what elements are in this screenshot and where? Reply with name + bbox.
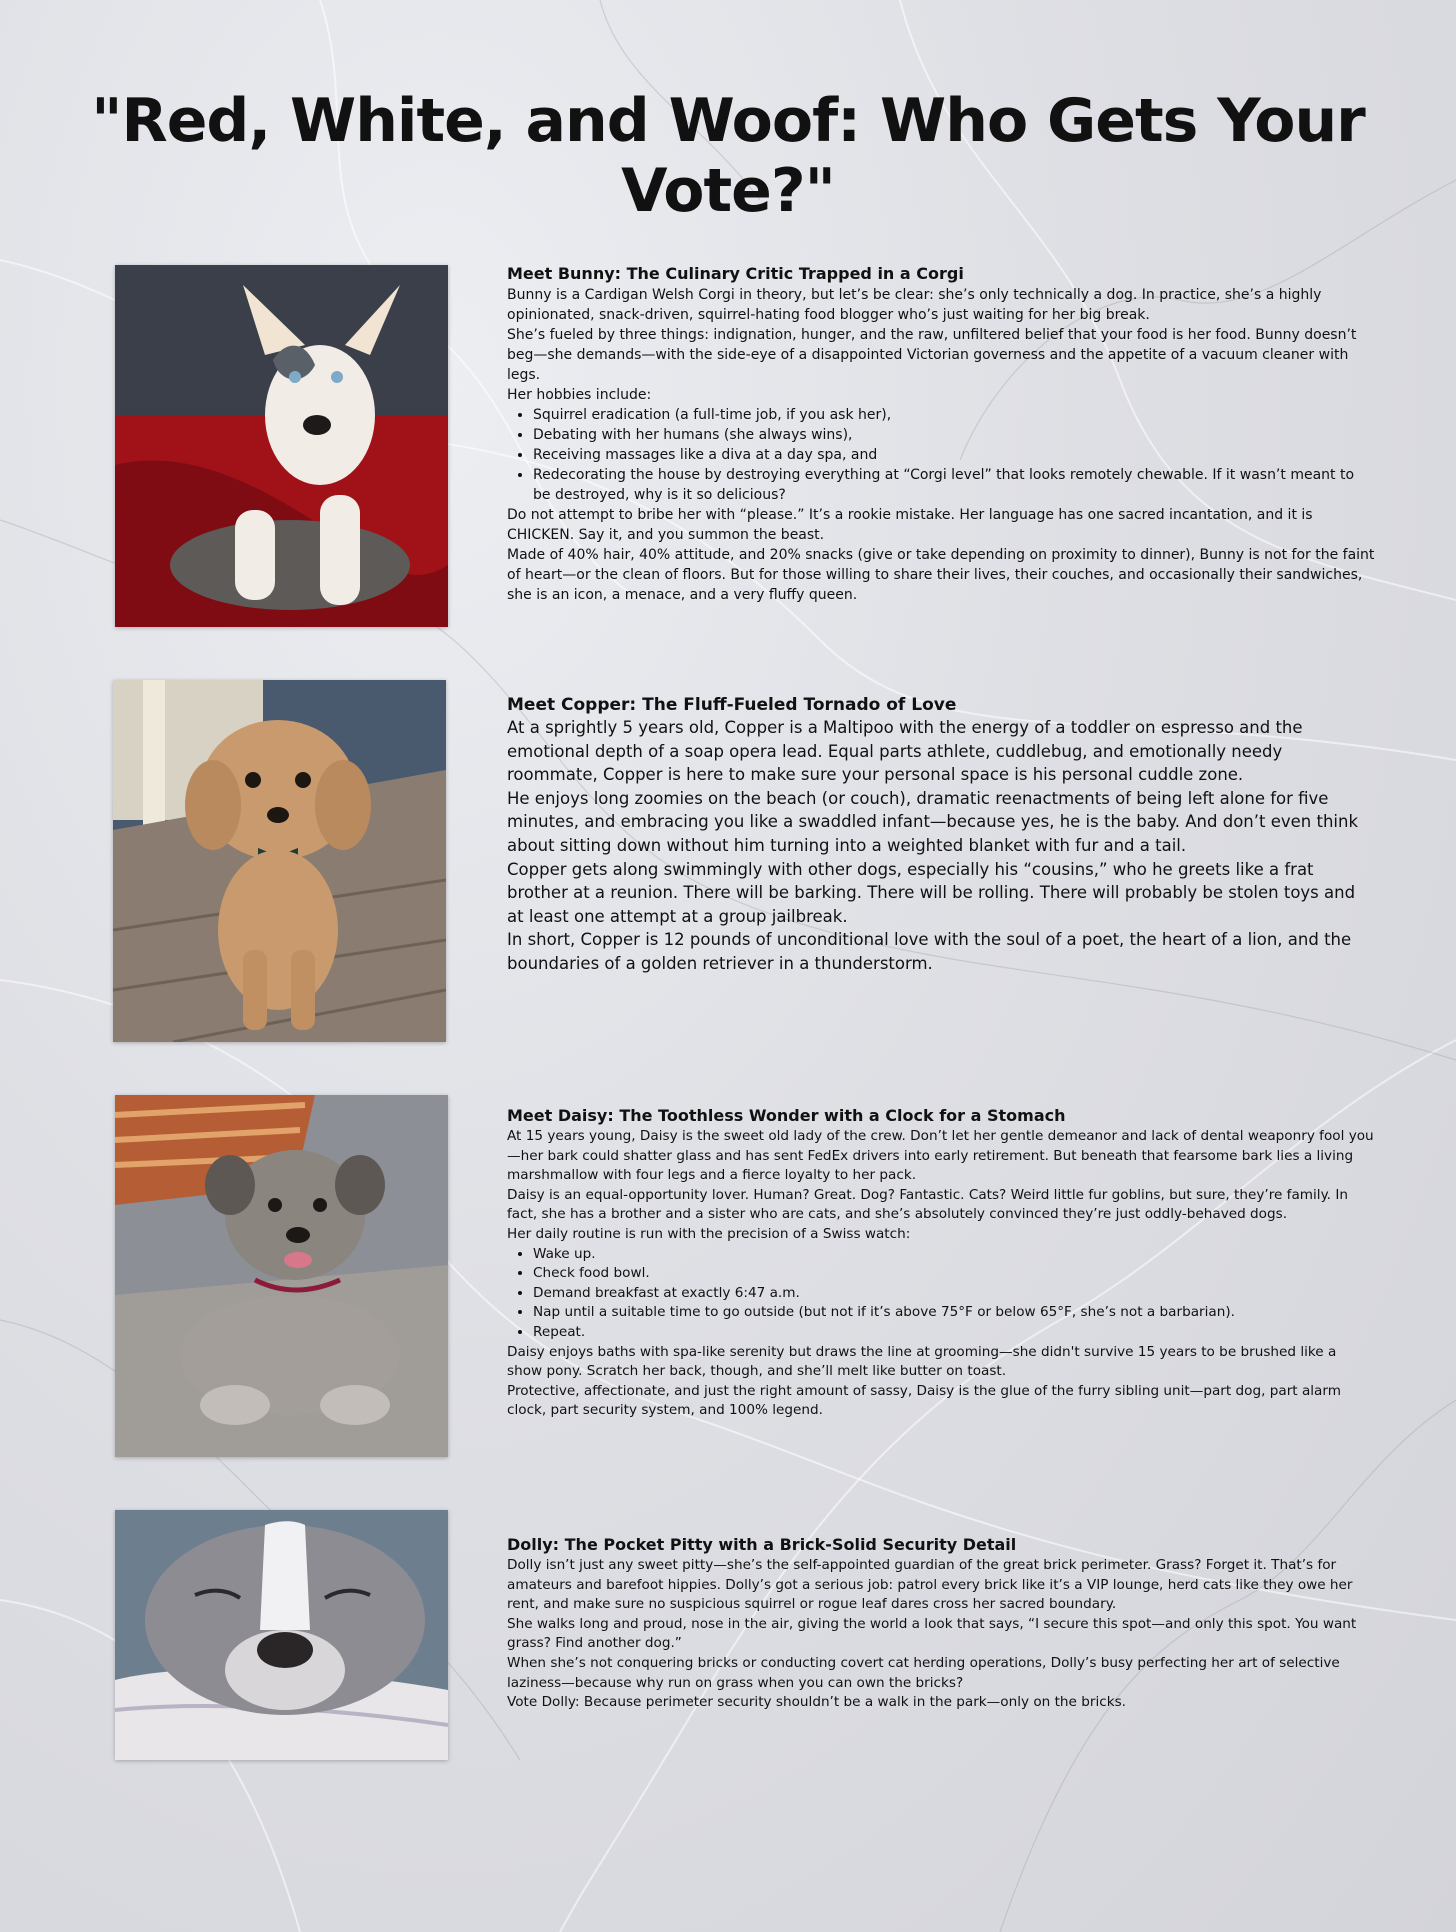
daisy-heading: Meet Daisy: The Toothless Wonder with a Clock for a Stomach [507,1106,1066,1125]
bunny-paragraph: Bunny is a Cardigan Welsh Corgi in theory, but let’s be clear: she’s only technically a dog. In practice, she’s a highly opinionated, snack-driven, squirrel-hating food blogger who’s just waiting for her big break. [507,287,1322,323]
dolly-bio [507,1535,1375,1713]
list-item: • Redecorating the house by destroying everything at “Corgi level” that looks remotely chewable. If it wasn’t meant to be destroyed, why is it so delicious? [533,465,1375,505]
daisy-paragraph: At 15 years young, Daisy is the sweet old lady of the crew. Don’t let her gentle demeanor and lack of dental weaponry fool you—her bark could shatter glass and has sent FedEx drivers into early retirement. But beneath that fearsome bark lies a living marshmallow with four legs and a fierce loyalty to her pack. [507,1128,1374,1184]
list-item: • Check food bowl. [533,1264,1375,1284]
copper-bio [507,695,1375,976]
list-item: • Debating with her humans (she always wins), [533,425,1375,445]
page-title: "Red, White, and Woof: Who Gets Your Vote?" [91,86,1365,226]
dolly-photo [115,1510,448,1760]
list-item: • Repeat. [533,1323,1375,1343]
list-item: • Squirrel eradication (a full-time job, if you ask her), [533,405,1375,425]
dolly-paragraph: When she’s not conquering bricks or conducting covert cat herding operations, Dolly’s busy perfecting her art of selective laziness—because why run on grass when you can own the bricks? [507,1654,1340,1691]
daisy-photo [115,1095,448,1457]
daisy-paragraph: Her daily routine is run with the precision of a Swiss watch: [507,1225,911,1242]
list-item: • Wake up. [533,1245,1375,1265]
copper-photo [113,680,446,1042]
bunny-photo [115,265,448,627]
list-item: • Demand breakfast at exactly 6:47 a.m. [533,1284,1375,1304]
daisy-paragraph: Daisy enjoys baths with spa-like serenity but draws the line at grooming—she didn't survive 15 years to be brushed like a show pony. Scratch her back, though, and she’ll melt like butter on toast. [507,1343,1337,1380]
bunny-paragraph: Her hobbies include: [507,387,652,403]
daisy-paragraph: Daisy is an equal-opportunity lover. Human? Great. Dog? Fantastic. Cats? Weird little fur goblins, but sure, they’re family. In fact, she has a brother and a sister who are cats, and she’s absolutely convinced they’re just oddly-behaved dogs. [507,1186,1348,1223]
list-item: • Receiving massages like a diva at a day spa, and [533,445,1375,465]
bunny-paragraph: Made of 40% hair, 40% attitude, and 20% snacks (give or take depending on proximity to dinner), Bunny is not for the faint of heart—or the clean of floors. But for those willing to share their lives, their couches, and occasionally their sandwiches, she is an icon, a menace, and a very fluffy queen. [507,547,1375,603]
list-item: • Nap until a suitable time to go outside (but not if it’s above 75°F or below 65°F, she’s not a barbarian). [533,1303,1375,1323]
dolly-paragraph: Dolly isn’t just any sweet pitty—she’s the self-appointed guardian of the great brick perimeter. Grass? Forget it. That’s for amateurs and barefoot hippies. Dolly’s got a serious job: patrol every brick like it’s a VIP lounge, herd cats like they owe her rent, and make sure no suspicious squirrel or rogue leaf dares cross her sacred boundary. [507,1557,1353,1613]
daisy-bio [507,1106,1375,1421]
daisy-routine-list [507,1245,1375,1343]
copper-paragraph: He enjoys long zoomies on the beach (or couch), dramatic reenactments of being left alone for five minutes, and embracing you like a swaddled infant—because yes, he is the baby. And don’t even think about sitting down without him turning into a weighted blanket with fur and a tail. [507,788,1358,855]
bunny-hobbies-list [507,405,1375,505]
bunny-heading: Meet Bunny: The Culinary Critic Trapped in a Corgi [507,264,964,283]
copper-paragraph: Copper gets along swimmingly with other dogs, especially his “cousins,” who he greets like a frat brother at a reunion. There will be barking. There will be rolling. There will probably be stolen toys and at least one attempt at a group jailbreak. [507,859,1356,926]
copper-heading: Meet Copper: The Fluff-Fueled Tornado of Love [507,695,957,715]
dolly-heading: Dolly: The Pocket Pitty with a Brick-Solid Security Detail [507,1535,1017,1554]
dolly-paragraph: She walks long and proud, nose in the air, giving the world a look that says, “I secure this spot—and only this spot. You want grass? Find another dog.” [507,1615,1357,1652]
daisy-paragraph: Protective, affectionate, and just the right amount of sassy, Daisy is the glue of the furry sibling unit—part dog, part alarm clock, part security system, and 100% legend. [507,1382,1341,1419]
bunny-paragraph: She’s fueled by three things: indignation, hunger, and the raw, unfiltered belief that your food is her food. Bunny doesn’t beg—she demands—with the side-eye of a disappointed Victorian governess and the appetite of a vacuum cleaner with legs. [507,327,1357,383]
copper-paragraph: At a sprightly 5 years old, Copper is a Maltipoo with the energy of a toddler on espresso and the emotional depth of a soap opera lead. Equal parts athlete, cuddlebug, and emotionally needy roommate, Copper is here to make sure your personal space is his personal cuddle zone. [507,718,1303,785]
bunny-paragraph: Do not attempt to bribe her with “please.” It’s a rookie mistake. Her language has one sacred incantation, and it is CHICKEN. Say it, and you summon the beast. [507,507,1313,543]
dolly-paragraph: Vote Dolly: Because perimeter security shouldn’t be a walk in the park—only on the bricks. [507,1694,1126,1711]
bunny-bio [507,264,1375,605]
copper-paragraph: In short, Copper is 12 pounds of unconditional love with the soul of a poet, the heart of a lion, and the boundaries of a golden retriever in a thunderstorm. [507,930,1352,973]
